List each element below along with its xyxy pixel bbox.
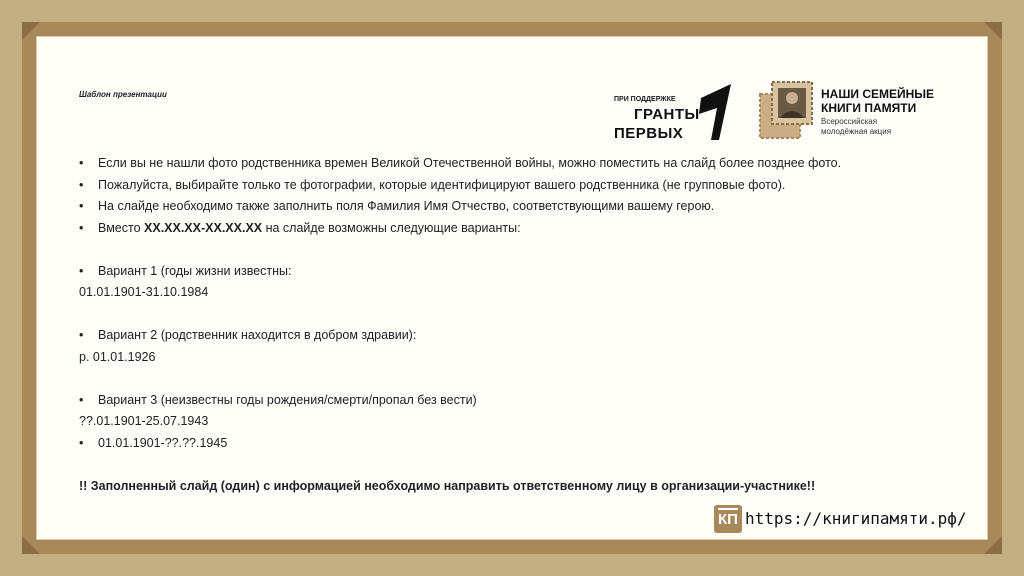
placeholder-dates: ХХ.ХХ.ХХ-ХХ.ХХ.ХХ [144,220,263,235]
books-subtitle-line2: молодёжная акция [821,127,892,136]
books-title-line2: КНИГИ ПАМЯТИ [821,101,917,115]
variant3-example2: • 01.01.1901-??.??.1945 [79,433,939,455]
books-title-line1: НАШИ СЕМЕЙНЫЕ [821,87,935,101]
kp-logo-icon: КП [714,505,742,533]
variant2-example: р. 01.01.1926 [79,349,156,364]
list-item [79,218,939,240]
books-logo [758,80,958,140]
variant1-example: 01.01.1901-31.10.1984 [79,285,209,299]
instead-suffix: на слайде возможны следующие варианты: [262,220,521,235]
template-label: Шаблон презентации [79,90,167,99]
instead-prefix: Вместо [98,220,145,235]
photo-stamp-icon [758,80,814,140]
one-figure-icon [697,84,735,142]
list-item: • Если вы не нашли фото родственника времен Великой Отечественной войны, можно поместить на слайд более позднее фото. [79,153,939,175]
books-subtitle-line1: Всероссийская [821,117,878,126]
variant3-label: • Вариант 3 (неизвестны годы рождения/смерти/пропал без вести) [79,390,939,412]
variant1-label: • Вариант 1 (годы жизни известны: [79,261,939,283]
grants-line2: ПЕРВЫХ [614,125,684,142]
list-item: • Пожалуйста, выбирайте только те фотографии, которые идентифицируют вашего родственника (не групповые фото). [79,175,939,197]
grants-line1: ГРАНТЫ [634,106,700,123]
grants-small-text: ПРИ ПОДДЕРЖКЕ [614,96,676,103]
variant2-label: • Вариант 2 (родственник находится в добром здравии): [79,325,939,347]
site-url[interactable]: https://книгипамяти.рф/ [745,509,967,528]
variant3-example1: ??.01.1901-25.07.1943 [79,414,209,428]
list-item: • На слайде необходимо также заполнить поля Фамилия Имя Отчество, соответствующими вашему герою. [79,196,939,218]
instructions [79,153,939,497]
final-note: !! Заполненный слайд (один) с информацией необходимо направить ответственному лицу в организации-участнике!! [79,478,816,493]
grants-logo [612,84,737,140]
